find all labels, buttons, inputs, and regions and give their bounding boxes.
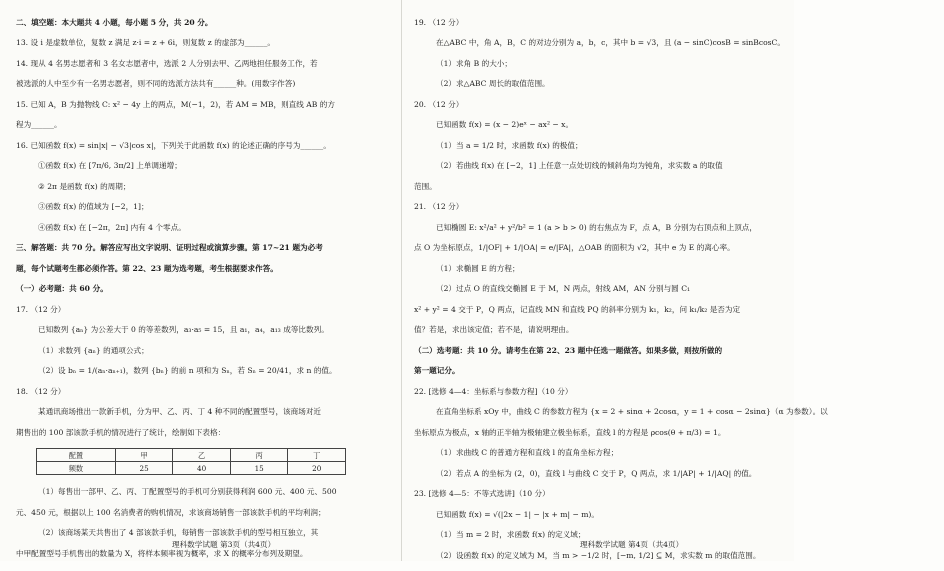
question-20-part-2-a: （2）若曲线 f(x) 在 [−2，1] 上任意一点处切线的倾斜角均为钝角，求实数 a 的取值 — [436, 161, 723, 171]
question-19-part-2: （2）求△ABC 周长的取值范围。 — [436, 79, 550, 89]
question-14-line-1: 14. 现从 4 名男志愿者和 3 名女志愿者中，选派 2 人分别去甲、乙两地担任服务工作，若 — [16, 58, 318, 68]
table-header-cell: 丙 — [230, 449, 288, 462]
question-18-stem-1: 某通讯商场推出一款新手机，分为甲、乙、丙、丁 4 种不同的配置型号，该商场对近 — [38, 407, 322, 417]
question-19-header: 19. （12 分） — [414, 18, 464, 27]
question-19-stem: 在△ABC 中，角 A，B，C 的对边分别为 a，b，c，其中 b = √3，且 (a − sinC)cosB = sinBcosC。 — [436, 38, 785, 48]
question-21-part-1: （1）求椭圆 E 的方程； — [436, 263, 520, 273]
question-21-stem-1: 已知椭圆 E: x²/a² + y²/b² = 1 (a > b > 0) 的右焦点为 F，点 A，B 分别为右顶点和上顶点， — [436, 222, 757, 232]
question-21-part-2-b: x² + y² = 4 交于 P，Q 两点，记直线 MN 和直线 PQ 的斜率分别为 k₁，k₂，问 k₁/k₂ 是否为定 — [414, 304, 741, 314]
question-18-stem-2: 期售出的 100 部该款手机的情况进行了统计，绘制如下表格： — [16, 427, 226, 437]
question-17-stem: 已知数列 {aₙ} 为公差大于 0 的等差数列，a₃·a₅ = 15，且 a₁，a₄，a₁₃ 成等比数列。 — [38, 325, 329, 335]
table-header-cell: 丁 — [288, 449, 346, 462]
question-20-part-2-b: 范围。 — [414, 181, 437, 191]
question-15-line-1: 15. 已知 A，B 为抛物线 C: x² − 4y 上的两点，M(−1，2)，若 AM = MB，则直线 AB 的方 — [16, 99, 335, 109]
question-18-part-2-a: （2）该商场某天共售出了 4 部该款手机，每销售一部该款手机的型号相互独立，其 — [38, 528, 319, 538]
question-18-part-1-a: （1）每售出一部甲、乙、丙、丁配置型号的手机可分别获得利润 600 元、400 元、500 — [38, 487, 337, 497]
question-17-part-1: （1）求数列 {aₙ} 的通项公式； — [38, 345, 149, 355]
page-4-footer: 理科数学试题 第4页（共4页） — [580, 539, 684, 549]
table-cell: 15 — [230, 462, 288, 475]
section-heading-solution-2: 题，每个试题考生都必须作答。第 22、23 题为选考题，考生根据要求作答。 — [16, 263, 278, 273]
table-header-cell: 配置 — [37, 449, 116, 462]
question-21-part-2-c: 值？若是，求出该定值；若不是，请说明理由。 — [414, 325, 574, 335]
table-cell: 25 — [115, 462, 173, 475]
table-cell: 频数 — [37, 462, 116, 475]
question-23-part-2: （2）设函数 f(x) 的定义域为 M，当 m > −1/2 时，[−m, 1/2] ⊆ M，求实数 m 的取值范围。 — [436, 550, 761, 560]
table-row — [37, 462, 346, 475]
section-required: （一）必考题：共 60 分。 — [16, 284, 108, 294]
table-cell: 20 — [288, 462, 346, 475]
question-16-option-3: ③函数 f(x) 的值域为 [−2，1]； — [38, 202, 149, 212]
question-21-part-2-a: （2）过点 O 的直线交椭圆 E 于 M，N 两点，射线 AM，AN 分别与圆 C₁ — [436, 284, 691, 294]
question-22-part-2: （2）若点 A 的坐标为 (2，0)，直线 l 与曲线 C 交于 P，Q 两点，求 1/|AP| + 1/|AQ| 的值。 — [436, 468, 757, 478]
question-18-part-1-b: 元、450 元，根据以上 100 名消费者的购机情况，求该商场销售一部该款手机的平均利润； — [16, 507, 326, 517]
question-21-stem-2: 点 O 为坐标原点，1/|OF| + 1/|OA| = e/|FA|，△OAB 的面积为 √2，其中 e 为 E 的离心率。 — [414, 243, 735, 253]
question-22-header: 22. [选修 4—4：坐标系与参数方程]（10 分） — [414, 386, 573, 396]
question-20-stem: 已知函数 f(x) = (x − 2)eˣ − ax² − x。 — [436, 120, 574, 130]
page-3-footer: 理科数学试题 第3页（共4页） — [172, 539, 276, 549]
question-16-option-4: ④函数 f(x) 在 [−2π，2π] 内有 4 个零点。 — [38, 222, 186, 232]
page-4-column — [414, 18, 828, 571]
question-14-line-2: 被选派的人中至少有一名男志愿者，则不同的选派方法共有______种。(用数字作答) — [16, 79, 296, 89]
table-header-row — [37, 449, 346, 462]
question-20-header: 20. （12 分） — [414, 99, 464, 109]
question-22-part-1: （1）求曲线 C 的普通方程和直线 l 的直角坐标方程； — [436, 448, 619, 458]
question-17-header: 17. （12 分） — [16, 304, 66, 314]
question-13: 13. 设 i 是虚数单位，复数 z 满足 z·i = z + 6i，则复数 z 的虚部为______。 — [16, 38, 275, 48]
question-22-stem-2: 坐标原点为极点，x 轴的正半轴为极轴建立极坐标系，直线 l 的方程是 ρcos(θ + π/3) = 1。 — [414, 427, 726, 437]
question-21-header: 21. （12 分） — [414, 202, 464, 212]
section-heading-solution-1: 三、解答题：共 70 分。解答应写出文字说明、证明过程或演算步骤。第 17~21 题为必考 — [16, 243, 323, 253]
question-16-option-2: ② 2π 是函数 f(x) 的周期； — [38, 181, 131, 191]
question-18-part-2-b: 中甲配置型号手机售出的数量为 X，将样本频率视为概率，求 X 的概率分布列及期望。 — [16, 548, 308, 558]
question-19-part-1: （1）求角 B 的大小； — [436, 58, 512, 68]
question-23-part-1: （1）当 m = 2 时，求函数 f(x) 的定义域； — [436, 530, 586, 540]
frequency-table — [36, 448, 346, 475]
question-15-line-2: 程为______。 — [16, 120, 62, 130]
page-3-column — [16, 18, 380, 569]
question-22-stem-1: 在直角坐标系 xOy 中，曲线 C 的参数方程为 {x = 2 + sinα + 2cosα，y = 1 + cosα − 2sinα}（α 为参数）。以 — [436, 407, 828, 417]
page-divider — [401, 0, 402, 561]
question-18-header: 18. （12 分） — [16, 386, 66, 396]
question-20-part-1: （1）当 a = 1/2 时，求函数 f(x) 的极值； — [436, 140, 583, 150]
table-cell: 40 — [173, 462, 231, 475]
question-16-stem: 16. 已知函数 f(x) = sin|x| − √3|cos x|，下列关于此函数 f(x) 的论述正确的序号为______。 — [16, 140, 331, 150]
table-header-cell: 乙 — [173, 449, 231, 462]
section-optional-1: （二）选考题：共 10 分。请考生在第 22、23 题中任选一题做答。如果多做，则按所做的 — [414, 345, 723, 355]
question-17-part-2: （2）设 bₙ = 1/(aₙ·aₙ₊₁)，数列 {bₙ} 的前 n 项和为 Sₙ，若 Sₙ = 20/41，求 n 的值。 — [38, 366, 337, 376]
section-optional-2: 第一题记分。 — [414, 366, 460, 376]
table-header-cell: 甲 — [115, 449, 173, 462]
section-heading-fill-in: 二、填空题：本大题共 4 小题，每小题 5 分，共 20 分。 — [16, 18, 213, 27]
question-23-stem: 已知函数 f(x) = √(|2x − 1| − |x + m| − m)。 — [436, 509, 599, 519]
question-16-option-1: ①函数 f(x) 在 [7π/6, 3π/2] 上单调递增； — [38, 161, 182, 171]
question-23-header: 23. [选修 4—5：不等式选讲]（10 分） — [414, 489, 550, 499]
